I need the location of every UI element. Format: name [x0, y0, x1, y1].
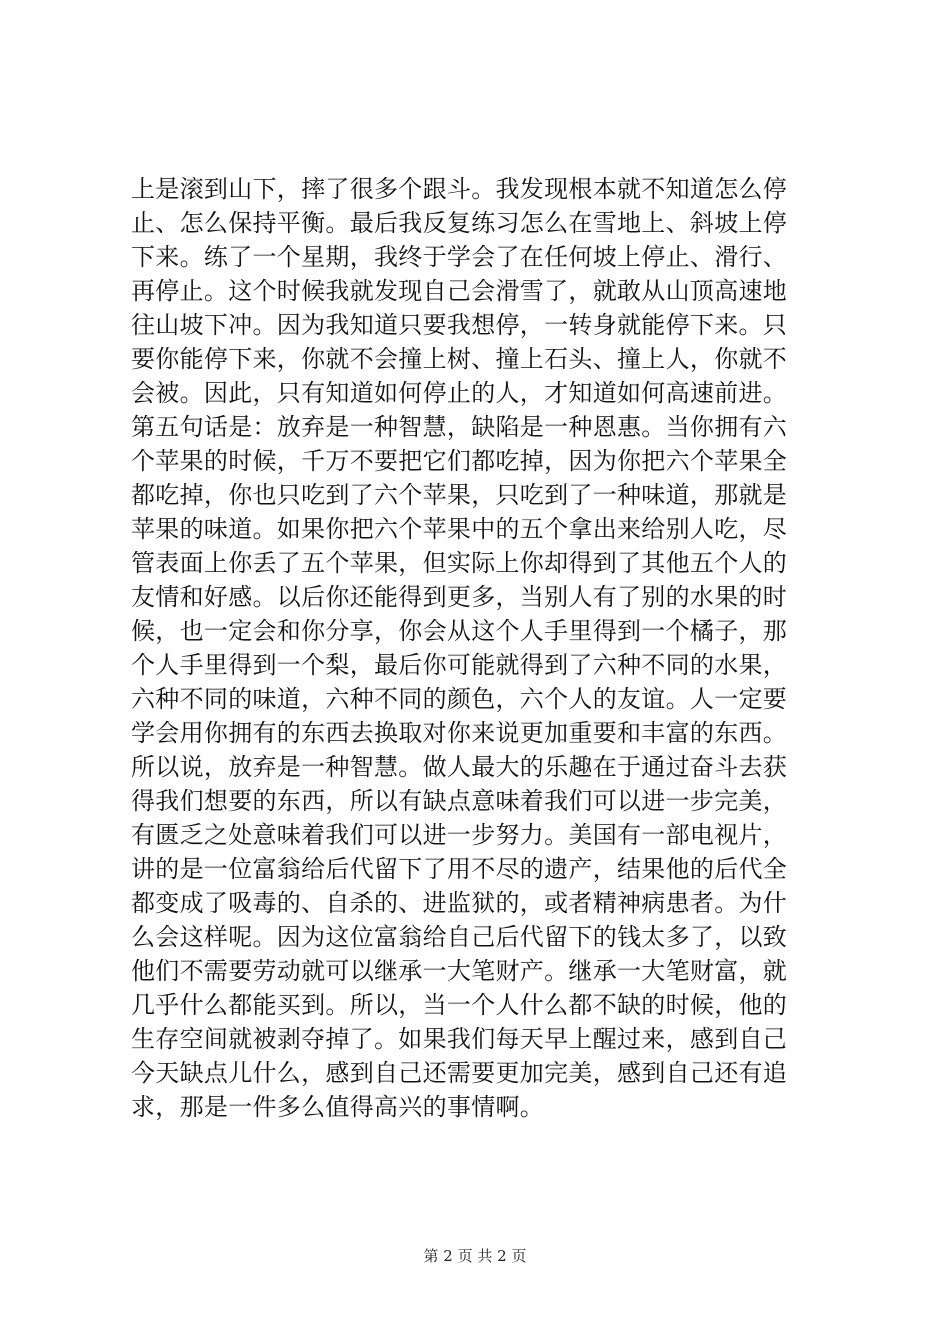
page-number: 第 2 页 共 2 页 — [423, 1247, 527, 1265]
text-line: 会被。因此，只有知道如何停止的人，才知道如何高速前进。 — [131, 379, 788, 407]
text-line: 再停止。这个时候我就发现自己会滑雪了，就敢从山顶高速地 — [131, 277, 788, 305]
text-line: 苹果的味道。如果你把六个苹果中的五个拿出来给别人吃，尽 — [131, 515, 788, 543]
text-line: 友情和好感。以后你还能得到更多，当别人有了别的水果的时 — [131, 583, 788, 611]
text-line: 几乎什么都能买到。所以，当一个人什么都不缺的时候，他的 — [131, 991, 788, 1019]
text-line: 下来。练了一个星期，我终于学会了在任何坡上停止、滑行、 — [131, 243, 788, 271]
text-line: 今天缺点儿什么，感到自己还需要更加完美，感到自己还有追 — [131, 1059, 788, 1087]
text-line: 求，那是一件多么值得高兴的事情啊。 — [131, 1093, 545, 1121]
text-line: 得我们想要的东西，所以有缺点意味着我们可以进一步完美， — [131, 787, 788, 815]
text-line: 讲的是一位富翁给后代留下了用不尽的遗产，结果他的后代全 — [131, 855, 788, 883]
text-line: 要你能停下来，你就不会撞上树、撞上石头、撞上人，你就不 — [131, 345, 788, 373]
text-line: 第五句话是：放弃是一种智慧，缺陷是一种恩惠。当你拥有六 — [131, 413, 788, 441]
text-line: 六种不同的味道，六种不同的颜色，六个人的友谊。人一定要 — [131, 685, 788, 713]
text-line: 么会这样呢。因为这位富翁给自己后代留下的钱太多了，以致 — [131, 923, 788, 951]
text-line: 都吃掉，你也只吃到了六个苹果，只吃到了一种味道，那就是 — [131, 481, 788, 509]
text-line: 个苹果的时候，千万不要把它们都吃掉，因为你把六个苹果全 — [131, 447, 788, 475]
text-line: 个人手里得到一个梨，最后你可能就得到了六种不同的水果， — [131, 651, 788, 679]
body-text — [131, 172, 831, 1124]
text-line: 止、怎么保持平衡。最后我反复练习怎么在雪地上、斜坡上停 — [131, 209, 788, 237]
text-line: 生存空间就被剥夺掉了。如果我们每天早上醒过来，感到自己 — [131, 1025, 788, 1053]
text-line: 管表面上你丢了五个苹果，但实际上你却得到了其他五个人的 — [131, 549, 788, 577]
text-line: 有匮乏之处意味着我们可以进一步努力。美国有一部电视片， — [131, 821, 788, 849]
text-line: 他们不需要劳动就可以继承一大笔财产。继承一大笔财富，就 — [131, 957, 788, 985]
text-line: 所以说，放弃是一种智慧。做人最大的乐趣在于通过奋斗去获 — [131, 753, 788, 781]
text-line: 上是滚到山下，摔了很多个跟斗。我发现根本就不知道怎么停 — [131, 175, 788, 203]
text-line: 候，也一定会和你分享，你会从这个人手里得到一个橘子，那 — [131, 617, 788, 645]
page-footer — [0, 1246, 950, 1266]
text-line: 都变成了吸毒的、自杀的、进监狱的，或者精神病患者。为什 — [131, 889, 788, 917]
text-line: 往山坡下冲。因为我知道只要我想停，一转身就能停下来。只 — [131, 311, 788, 339]
text-line: 学会用你拥有的东西去换取对你来说更加重要和丰富的东西。 — [131, 719, 788, 747]
